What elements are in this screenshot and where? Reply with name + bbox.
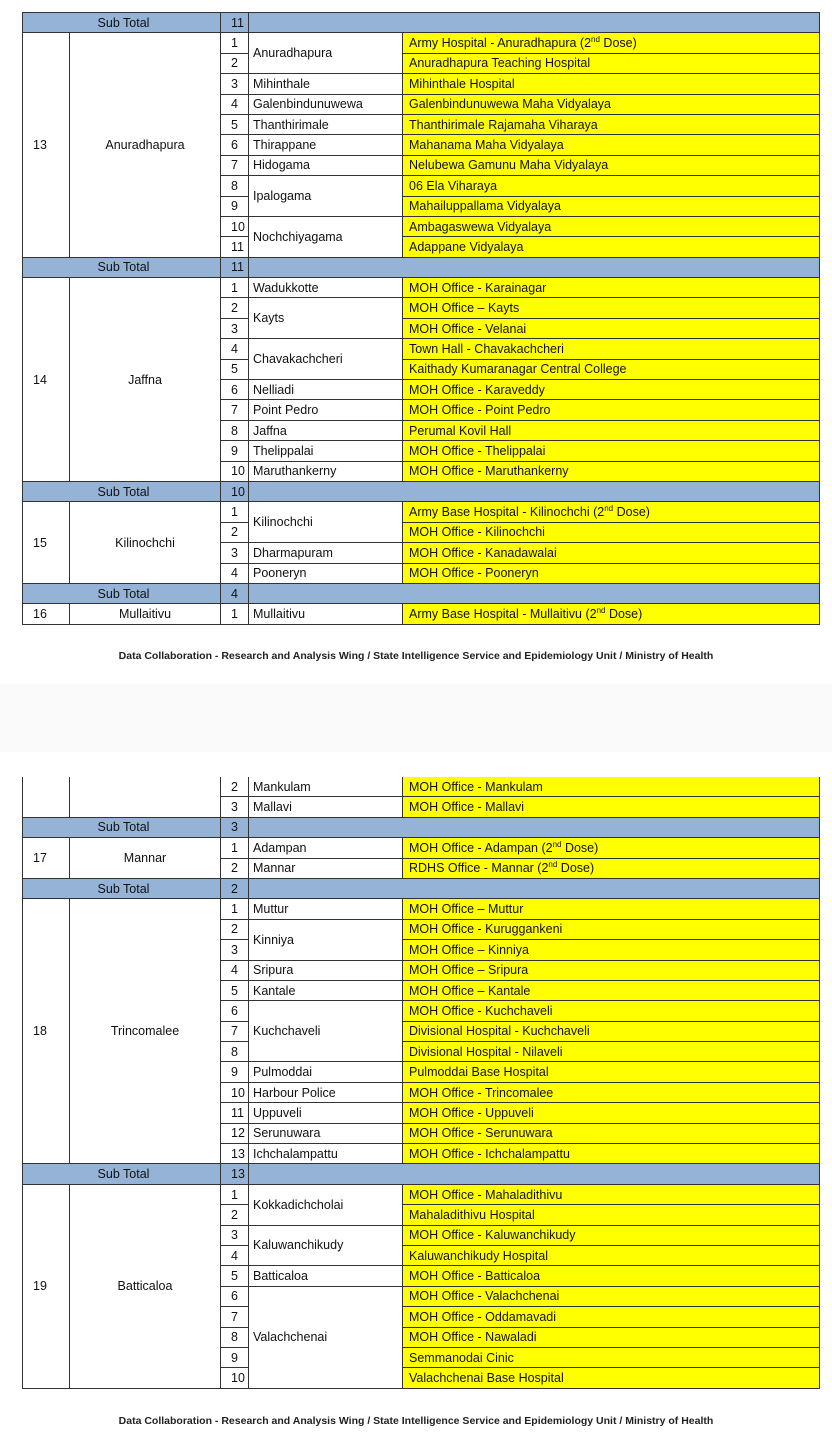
moh-area: Nelliadi — [249, 380, 403, 400]
moh-area: Dharmapuram — [249, 543, 403, 563]
vaccination-centre: MOH Office - Point Pedro — [403, 400, 820, 420]
row-number: 3 — [221, 318, 249, 338]
vaccination-centre: Army Base Hospital - Mullaitivu (2nd Dose) — [403, 604, 820, 624]
row-number: 10 — [221, 461, 249, 481]
vaccination-centre: Perumal Kovil Hall — [403, 420, 820, 440]
vaccination-centre: MOH Office - Batticaloa — [403, 1266, 820, 1286]
subtotal-label: Sub Total — [23, 878, 221, 898]
moh-area: Mihinthale — [249, 74, 403, 94]
row-number: 5 — [221, 114, 249, 134]
vaccination-centre: MOH Office - Uppuveli — [403, 1103, 820, 1123]
row-number: 9 — [221, 196, 249, 216]
row-number: 1 — [221, 278, 249, 298]
vaccination-centre: MOH Office - Nawaladi — [403, 1327, 820, 1347]
row-number: 4 — [221, 960, 249, 980]
row-number: 6 — [221, 380, 249, 400]
row-number: 3 — [221, 1225, 249, 1245]
vaccination-centre: Semmanodai Cinic — [403, 1347, 820, 1367]
district-name: Mullaitivu — [70, 604, 221, 624]
subtotal-value: 11 — [221, 257, 249, 277]
moh-area: Galenbindunuwewa — [249, 94, 403, 114]
moh-area: Valachchenai — [249, 1286, 403, 1388]
row-number: 1 — [221, 33, 249, 53]
row-number: 5 — [221, 359, 249, 379]
moh-area: Uppuveli — [249, 1103, 403, 1123]
vaccination-centre: MOH Office - Mallavi — [403, 797, 820, 817]
vaccination-centre: Kaithady Kumaranagar Central College — [403, 359, 820, 379]
row-number: 7 — [221, 1307, 249, 1327]
vaccination-centre: Pulmoddai Base Hospital — [403, 1062, 820, 1082]
vaccination-centre: MOH Office - Kaluwanchikudy — [403, 1225, 820, 1245]
row-number: 2 — [221, 858, 249, 878]
subtotal-label: Sub Total — [23, 257, 221, 277]
row-number: 9 — [221, 1062, 249, 1082]
row-number: 8 — [221, 1042, 249, 1062]
moh-area: Chavakachcheri — [249, 339, 403, 380]
row-number: 8 — [221, 420, 249, 440]
row-number: 5 — [221, 1266, 249, 1286]
vaccination-centre: Nelubewa Gamunu Maha Vidyalaya — [403, 155, 820, 175]
subtotal-value: 3 — [221, 817, 249, 837]
row-number: 2 — [221, 919, 249, 939]
subtotal-row — [23, 878, 820, 898]
row-number: 11 — [221, 1103, 249, 1123]
vaccination-centre: MOH Office - Kanadawalai — [403, 543, 820, 563]
vaccination-centre: MOH Office - Kuruggankeni — [403, 919, 820, 939]
row-number: 3 — [221, 797, 249, 817]
row-number: 2 — [221, 298, 249, 318]
moh-area: Kayts — [249, 298, 403, 339]
moh-area: Mankulam — [249, 777, 403, 797]
subtotal-row — [23, 13, 820, 33]
vaccination-centre: MOH Office - Adampan (2nd Dose) — [403, 838, 820, 858]
moh-area: Kuchchaveli — [249, 1001, 403, 1062]
vaccination-centre: MOH Office – Kantale — [403, 980, 820, 1000]
moh-area: Anuradhapura — [249, 33, 403, 74]
row-number: 2 — [221, 53, 249, 73]
row-number: 3 — [221, 543, 249, 563]
vaccination-centre: MOH Office - Pooneryn — [403, 563, 820, 583]
subtotal-row — [23, 257, 820, 277]
district-number: 16 — [23, 604, 70, 624]
row-number: 5 — [221, 980, 249, 1000]
vaccination-centre: MOH Office - Thelippalai — [403, 441, 820, 461]
table-row — [23, 1184, 820, 1204]
table-row — [23, 777, 820, 797]
table-row — [23, 604, 820, 624]
moh-area: Thirappane — [249, 135, 403, 155]
vaccination-centre: MOH Office - Kilinochchi — [403, 522, 820, 542]
vaccination-centre: MOH Office - Karainagar — [403, 278, 820, 298]
table-row — [23, 278, 820, 298]
row-number: 1 — [221, 899, 249, 919]
vaccination-centre: Adappane Vidyalaya — [403, 237, 820, 257]
moh-area: Kinniya — [249, 919, 403, 960]
district-name: Jaffna — [70, 278, 221, 482]
moh-area: Kilinochchi — [249, 502, 403, 543]
vaccination-centre: Divisional Hospital - Kuchchaveli — [403, 1021, 820, 1041]
vaccination-centre: MOH Office - Oddamavadi — [403, 1307, 820, 1327]
vaccination-centre: Mihinthale Hospital — [403, 74, 820, 94]
row-number: 2 — [221, 522, 249, 542]
moh-area: Ipalogama — [249, 176, 403, 217]
row-number: 10 — [221, 1368, 249, 1388]
district-name: Anuradhapura — [70, 33, 221, 257]
vaccination-centre: Army Base Hospital - Kilinochchi (2nd Dose) — [403, 502, 820, 522]
moh-area: Point Pedro — [249, 400, 403, 420]
row-number: 1 — [221, 604, 249, 624]
district-name: Batticaloa — [70, 1184, 221, 1388]
row-number: 8 — [221, 1327, 249, 1347]
moh-area: Mallavi — [249, 797, 403, 817]
vaccination-centre: MOH Office – Kayts — [403, 298, 820, 318]
vaccination-centre: Divisional Hospital - Nilaveli — [403, 1042, 820, 1062]
vaccination-centre: MOH Office - Maruthankerny — [403, 461, 820, 481]
moh-area: Muttur — [249, 899, 403, 919]
row-number: 3 — [221, 74, 249, 94]
district-number: 15 — [23, 502, 70, 584]
district-number: 14 — [23, 278, 70, 482]
subtotal-value: 4 — [221, 583, 249, 603]
vaccination-centre: MOH Office - Ichchalampattu — [403, 1144, 820, 1164]
district-number: 19 — [23, 1184, 70, 1388]
subtotal-row — [23, 481, 820, 501]
row-number: 10 — [221, 1082, 249, 1102]
vaccination-centre: Valachchenai Base Hospital — [403, 1368, 820, 1388]
moh-area: Pooneryn — [249, 563, 403, 583]
moh-area: Mullaitivu — [249, 604, 403, 624]
vaccination-centre: Anuradhapura Teaching Hospital — [403, 53, 820, 73]
row-number: 12 — [221, 1123, 249, 1143]
row-number: 6 — [221, 1001, 249, 1021]
row-number: 4 — [221, 94, 249, 114]
row-number: 2 — [221, 777, 249, 797]
vaccination-centre: MOH Office - Mankulam — [403, 777, 820, 797]
vaccination-centres-table-page-2 — [22, 777, 820, 1389]
row-number: 4 — [221, 563, 249, 583]
moh-area: Nochchiyagama — [249, 216, 403, 257]
row-number: 1 — [221, 1184, 249, 1204]
district-number: 13 — [23, 33, 70, 257]
subtotal-row — [23, 1164, 820, 1184]
row-number: 7 — [221, 1021, 249, 1041]
district-name: Trincomalee — [70, 899, 221, 1164]
vaccination-centre: MOH Office – Kinniya — [403, 940, 820, 960]
moh-area: Mannar — [249, 858, 403, 878]
table-row — [23, 899, 820, 919]
row-number: 10 — [221, 216, 249, 236]
subtotal-value: 13 — [221, 1164, 249, 1184]
row-number: 11 — [221, 237, 249, 257]
moh-area: Pulmoddai — [249, 1062, 403, 1082]
moh-area: Maruthankerny — [249, 461, 403, 481]
subtotal-value: 10 — [221, 481, 249, 501]
subtotal-label: Sub Total — [23, 583, 221, 603]
vaccination-centre: MOH Office - Serunuwara — [403, 1123, 820, 1143]
vaccination-centre: MOH Office - Karaveddy — [403, 380, 820, 400]
moh-area: Kaluwanchikudy — [249, 1225, 403, 1266]
row-number: 6 — [221, 1286, 249, 1306]
moh-area: Thelippalai — [249, 441, 403, 461]
moh-area: Jaffna — [249, 420, 403, 440]
vaccination-centre: MOH Office – Sripura — [403, 960, 820, 980]
row-number: 8 — [221, 176, 249, 196]
vaccination-centre: MOH Office - Trincomalee — [403, 1082, 820, 1102]
moh-area: Ichchalampattu — [249, 1144, 403, 1164]
table-row — [23, 502, 820, 522]
row-number: 4 — [221, 339, 249, 359]
page-footer: Data Collaboration - Research and Analysis Wing / State Intelligence Service and Epidemiology Unit / Ministry of Health — [118, 650, 714, 662]
row-number: 3 — [221, 940, 249, 960]
vaccination-centre: Town Hall - Chavakachcheri — [403, 339, 820, 359]
vaccination-centre: Galenbindunuwewa Maha Vidyalaya — [403, 94, 820, 114]
moh-area: Serunuwara — [249, 1123, 403, 1143]
district-name: Mannar — [70, 838, 221, 879]
row-number: 7 — [221, 400, 249, 420]
moh-area: Hidogama — [249, 155, 403, 175]
subtotal-row — [23, 817, 820, 837]
page-footer: Data Collaboration - Research and Analysis Wing / State Intelligence Service and Epidemiology Unit / Ministry of Health — [118, 1415, 714, 1427]
moh-area: Adampan — [249, 838, 403, 858]
district-name: Kilinochchi — [70, 502, 221, 584]
row-number: 6 — [221, 135, 249, 155]
vaccination-centre: MOH Office - Valachchenai — [403, 1286, 820, 1306]
moh-area: Kokkadichcholai — [249, 1184, 403, 1225]
vaccination-centre: Mahaladithivu Hospital — [403, 1205, 820, 1225]
row-number: 2 — [221, 1205, 249, 1225]
vaccination-centre: 06 Ela Viharaya — [403, 176, 820, 196]
row-number: 7 — [221, 155, 249, 175]
subtotal-label: Sub Total — [23, 1164, 221, 1184]
moh-area: Kantale — [249, 980, 403, 1000]
table-row — [23, 33, 820, 53]
moh-area: Thanthirimale — [249, 114, 403, 134]
vaccination-centre: Mahanama Maha Vidyalaya — [403, 135, 820, 155]
vaccination-centre: Mahailuppallama Vidyalaya — [403, 196, 820, 216]
subtotal-value: 11 — [221, 13, 249, 33]
vaccination-centre: RDHS Office - Mannar (2nd Dose) — [403, 858, 820, 878]
district-number: 17 — [23, 838, 70, 879]
row-number: 4 — [221, 1245, 249, 1265]
vaccination-centre: Army Hospital - Anuradhapura (2nd Dose) — [403, 33, 820, 53]
moh-area: Wadukkotte — [249, 278, 403, 298]
row-number: 9 — [221, 1347, 249, 1367]
vaccination-centres-table-page-1 — [22, 12, 820, 625]
subtotal-label: Sub Total — [23, 13, 221, 33]
vaccination-centre: Kaluwanchikudy Hospital — [403, 1245, 820, 1265]
row-number: 1 — [221, 838, 249, 858]
subtotal-value: 2 — [221, 878, 249, 898]
moh-area: Sripura — [249, 960, 403, 980]
vaccination-centre: MOH Office – Muttur — [403, 899, 820, 919]
vaccination-centre: MOH Office - Velanai — [403, 318, 820, 338]
subtotal-label: Sub Total — [23, 481, 221, 501]
vaccination-centre: MOH Office - Mahaladithivu — [403, 1184, 820, 1204]
moh-area: Batticaloa — [249, 1266, 403, 1286]
subtotal-label: Sub Total — [23, 817, 221, 837]
row-number: 1 — [221, 502, 249, 522]
vaccination-centre: Ambagaswewa Vidyalaya — [403, 216, 820, 236]
moh-area: Harbour Police — [249, 1082, 403, 1102]
vaccination-centre: Thanthirimale Rajamaha Viharaya — [403, 114, 820, 134]
row-number: 13 — [221, 1144, 249, 1164]
row-number: 9 — [221, 441, 249, 461]
subtotal-row — [23, 583, 820, 603]
district-number: 18 — [23, 899, 70, 1164]
vaccination-centre: MOH Office - Kuchchaveli — [403, 1001, 820, 1021]
table-row — [23, 838, 820, 858]
